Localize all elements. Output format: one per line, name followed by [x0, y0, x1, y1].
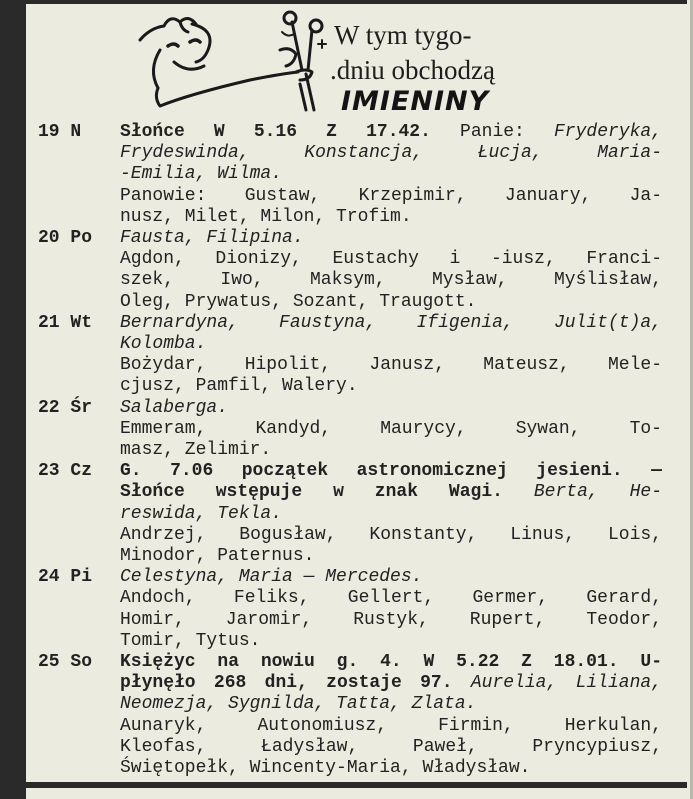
text-line: [120, 737, 662, 758]
text-line: [120, 313, 662, 334]
entry-text: [120, 398, 662, 462]
text-line: [120, 292, 662, 313]
text-line: [120, 186, 662, 207]
text-segment: Celestyna, Maria — Mercedes.: [120, 567, 423, 588]
day-label: 24 Pi: [38, 567, 93, 588]
text-segment: Słońce W 5.16 Z 17.42.: [120, 122, 431, 142]
text-line: [120, 631, 662, 652]
text-line: [120, 143, 662, 164]
name-day-entry: [38, 228, 662, 313]
text-line: [120, 122, 662, 143]
text-line: [120, 716, 662, 737]
text-segment: Kolomba.: [120, 334, 207, 355]
name-day-entry: [38, 122, 662, 228]
text-segment: płynęło 268 dni, zostaje 97.: [120, 673, 453, 694]
text-segment: masz, Zelimir.: [120, 440, 272, 461]
text-segment: Aunaryk, Autonomiusz, Firmin, Herkulan,: [120, 715, 662, 736]
text-line: [120, 546, 662, 567]
text-segment: szek, Iwo, Maksym, Mysław, Myślisław,: [120, 270, 662, 291]
text-line: [120, 461, 662, 482]
entry-text: [120, 313, 662, 398]
text-segment: -Emilia, Wilma.: [120, 164, 283, 185]
text-line: [120, 440, 662, 461]
text-line: [120, 482, 662, 503]
text-line: [120, 567, 662, 588]
text-segment: Słońce wstępuje w znak Wagi.: [120, 482, 503, 503]
text-segment: Aurelia, Liliana,: [452, 673, 662, 694]
name-day-entry: [38, 461, 662, 567]
text-segment: Andrzej, Bogusław, Konstanty, Linus, Lois,: [120, 524, 662, 545]
text-segment: Agdon, Dionizy, Eustachy i -iusz, Franci-: [120, 249, 662, 270]
text-line: [120, 504, 662, 525]
text-line: [120, 694, 662, 715]
text-segment: Homir, Jaromir, Rustyk, Rupert, Teodor,: [120, 609, 662, 630]
header-line-2: .dniu obchodzą: [330, 55, 495, 85]
text-segment: Kleofas, Ładysław, Paweł, Pryncypiusz,: [120, 736, 662, 757]
text-segment: Emmeram, Kandyd, Maurycy, Sywan, To-: [120, 418, 662, 439]
entry-text: [120, 652, 662, 779]
text-segment: G. 7.06 początek astronomicznej jesieni. —: [120, 461, 662, 482]
text-line: [120, 758, 662, 779]
text-line: [120, 270, 662, 291]
text-line: [120, 334, 662, 355]
entry-text: [120, 122, 662, 228]
text-segment: Księżyc na nowiu g. 4. W 5.22 Z 18.01. U-: [120, 652, 662, 673]
bottom-border-rule: [26, 782, 687, 788]
text-segment: Fausta, Filipina.: [120, 228, 304, 249]
text-line: [120, 419, 662, 440]
day-label: 25 So: [38, 652, 93, 673]
text-line: [120, 376, 662, 397]
text-segment: reswida, Tekla.: [120, 503, 283, 524]
name-day-entry: [38, 398, 662, 462]
entry-text: [120, 228, 662, 313]
text-segment: Fryderyka,: [553, 122, 663, 142]
text-segment: Świętopełk, Wincenty-Maria, Władysław.: [120, 758, 531, 779]
text-segment: Andoch, Feliks, Gellert, Germer, Gerard,: [120, 588, 662, 609]
name-day-entry: [38, 652, 662, 779]
name-day-list: [38, 122, 662, 779]
entry-text: [120, 461, 662, 567]
text-segment: Panie:: [430, 122, 554, 142]
smiling-face-with-flowers-illustration: [130, 10, 330, 122]
text-line: [120, 525, 662, 546]
text-line: [120, 652, 662, 673]
left-border-bar: [0, 0, 26, 799]
header: [26, 4, 686, 122]
text-segment: Oleg, Prywatus, Sozant, Traugott.: [120, 291, 477, 312]
text-segment: Bożydar, Hipolit, Janusz, Mateusz, Mele-: [120, 355, 662, 376]
text-segment: Neomezja, Sygnilda, Tatta, Zlata.: [120, 694, 477, 715]
name-day-entry: [38, 567, 662, 652]
text-line: [120, 673, 662, 694]
text-line: [120, 355, 662, 376]
header-title: IMIENINY: [341, 86, 490, 117]
text-segment: Minodor, Paternus.: [120, 546, 315, 567]
text-line: [120, 398, 662, 419]
day-label: 22 Śr: [38, 397, 93, 418]
text-line: [120, 588, 662, 609]
text-line: [120, 207, 662, 228]
day-label: 23 Cz: [38, 461, 93, 482]
text-line: [120, 164, 662, 185]
text-line: [120, 228, 662, 249]
text-segment: Bernardyna, Faustyna, Ifigenia, Julit(t)a,: [120, 312, 662, 333]
text-segment: Berta, He-: [502, 482, 662, 503]
text-segment: Panowie: Gustaw, Krzepimir, January, Ja-: [120, 185, 662, 206]
text-segment: Frydeswinda, Konstancja, Łucja, Maria-: [120, 143, 662, 164]
text-segment: cjusz, Pamfil, Walery.: [120, 376, 358, 397]
day-label: 21 Wt: [38, 312, 93, 333]
text-line: [120, 249, 662, 270]
text-segment: nusz, Milet, Milon, Trofim.: [120, 206, 412, 227]
entry-text: [120, 567, 662, 652]
text-line: [120, 610, 662, 631]
text-segment: Tomir, Tytus.: [120, 630, 261, 651]
day-label: 19 N: [38, 122, 82, 142]
day-label: 20 Po: [38, 228, 93, 249]
header-line-1: W tym tygo-: [334, 20, 472, 50]
text-segment: Salaberga.: [120, 397, 229, 418]
name-day-entry: [38, 313, 662, 398]
